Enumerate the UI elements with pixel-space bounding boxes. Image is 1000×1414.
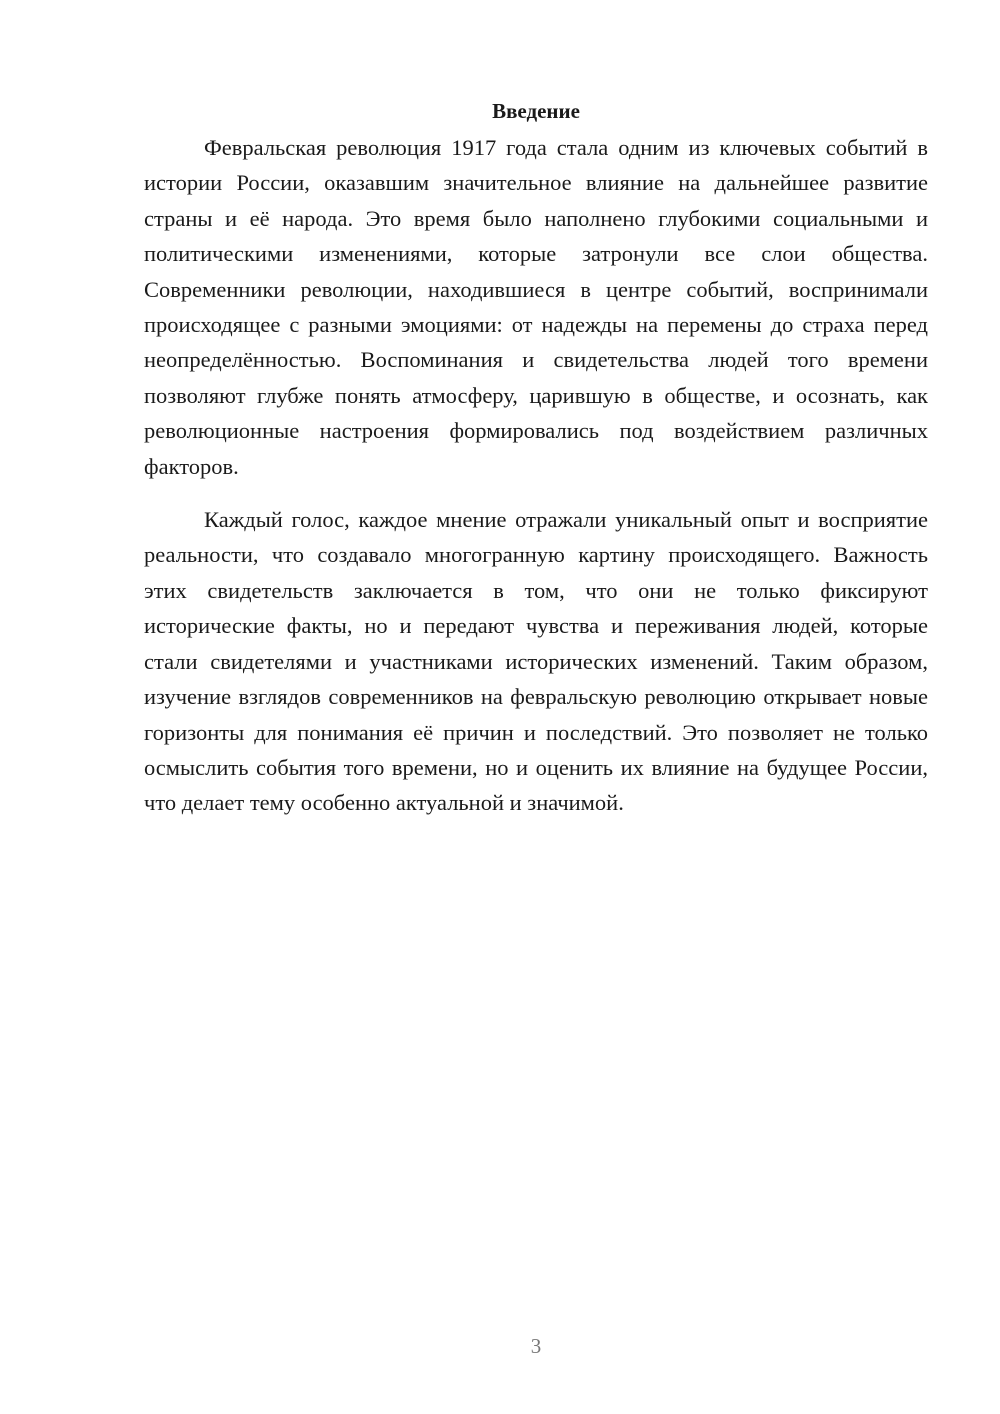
- paragraph-2: Каждый голос, каждое мнение отражали уникальный опыт и восприятие реальности, что создавало многогранную картину происходящего. Важность этих свидетельств заключается в том, что они не только фиксируют исторические факты, но и передают чувства и переживания людей, которые стали свидетелями и участниками исторических изменений. Таким образом, изучение взглядов современников на февральскую революцию открывает новые горизонты для понимания её причин и последствий. Это позволяет не только осмыслить события того времени, но и оценить их влияние на будущее России, что делает тему особенно актуальной и значимой.: [144, 507, 928, 816]
- page-number: 3: [530, 1334, 542, 1358]
- section-heading: Введение: [492, 99, 580, 123]
- document-body: [144, 96, 928, 821]
- paragraph-1: Февральская революция 1917 года стала одним из ключевых событий в истории России, оказавшим значительное влияние на дальнейшее развитие страны и её народа. Это время было наполнено глубокими социальными и политическими изменениями, которые затронули все слои общества. Современники революции, находившиеся в центре событий, воспринимали происходящее с разными эмоциями: от надежды на перемены до страха перед неопределённостью. Воспоминания и свидетельства людей того времени позволяют глубже понять атмосферу, царившую в обществе, и осознать, как революционные настроения формировались под воздействием различных факторов.: [144, 135, 928, 479]
